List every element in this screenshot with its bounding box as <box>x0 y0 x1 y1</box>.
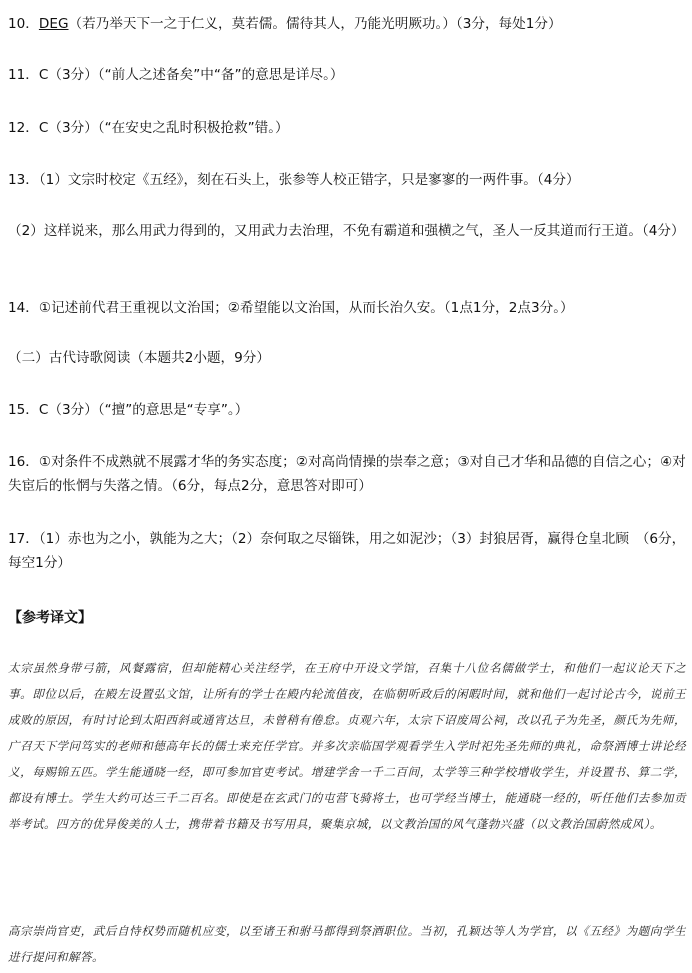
translation-paragraph-2: 高宗崇尚官吏，武后自恃权势而随机应变，以至诸王和驸马都得到祭酒职位。当初，孔颖达等人为学官，以《五经》为题向学生进行提问和解答。 <box>8 924 686 964</box>
answer-10-code: DEG <box>38 16 69 32</box>
answer-10-text: （若乃举天下一之于仁义，莫若儒。儒待其人，乃能光明厥功。）（3分，每处1分） <box>68 16 562 32</box>
answer-16: 16．①对条件不成熟就不展露才华的务实态度；②对高尚情操的崇奉之意；③对自己才华和品德的自信之心；④对失宦后的怅惘与失落之情。（6分，每点2分，意思答对即可） <box>8 454 686 494</box>
translation-paragraph-1: 太宗虽然身带弓箭，风餐露宿，但却能精心关注经学，在王府中开设文学馆，召集十八位名儒做学士，和他们一起议论天下之事。即位以后，在殿左设置弘文馆，让所有的学士在殿内轮流值夜，在临朝听政后的闲暇时间，就和他们一起讨论古今，说前王成败的原因，有时讨论到太阳西斜或通宵达旦，未曾稍有倦怠。贞观六年，太宗下诏废周公祠，改以孔子为先圣，颜氏为先师，广召天下学问笃实的老师和德高年长的儒士来充任学官。并多次亲临国学观看学生入学时祀先圣先师的典礼，命祭酒博士讲论经义，每赐锦五匹。学生能通晓一经，即可参加官吏考试。增建学舍一千二百间，太学等三种学校增收学生，并设置书、算二学，都设有博士。学生大约可达三千二百名。即使是在玄武门的屯营飞骑将士，也可学经当博士，能通晓一经的，听任他们去参加贡举考试。四方的优异俊美的人士，携带着书籍及书写用具，聚集京城，以文教治国的风气蓬勃兴盛（以文教治国蔚然成风）。 <box>8 661 686 831</box>
answer-15: 15．C（3分）（“擅”的意思是“专享”。） <box>8 402 249 418</box>
answer-13-part-1: 13．（1）文宗时校定《五经》，刻在石头上，张参等人校正错字，只是寥寥的一两件事。（4分） <box>8 172 580 188</box>
translation-heading: 【参考译文】 <box>8 610 92 626</box>
answer-17: 17．（1）赤也为之小，孰能为之大；（2）奈何取之尽锱铢，用之如泥沙；（3）封狼居胥，赢得仓皇北顾 （6分，每空1分） <box>8 531 686 571</box>
answer-12: 12．C（3分）（“在安史之乱时积极抢救”错。） <box>8 120 289 136</box>
answer-13-part-2: （2）这样说来，那么用武力得到的，又用武力去治理，不免有霸道和强横之气，圣人一反其道而行王道。（4分） <box>8 223 685 239</box>
answer-10-number: 10． <box>8 16 39 32</box>
section-heading-poetry: （二）古代诗歌阅读（本题共2小题，9分） <box>8 350 270 366</box>
answer-10 <box>8 12 686 36</box>
answer-14: 14．①记述前代君王重视以文治国；②希望能以文治国，从而长治久安。（1点1分，2点3分。） <box>8 300 574 316</box>
answer-11: 11．C（3分）（“前人之述备矣”中“备”的意思是详尽。） <box>8 67 344 83</box>
